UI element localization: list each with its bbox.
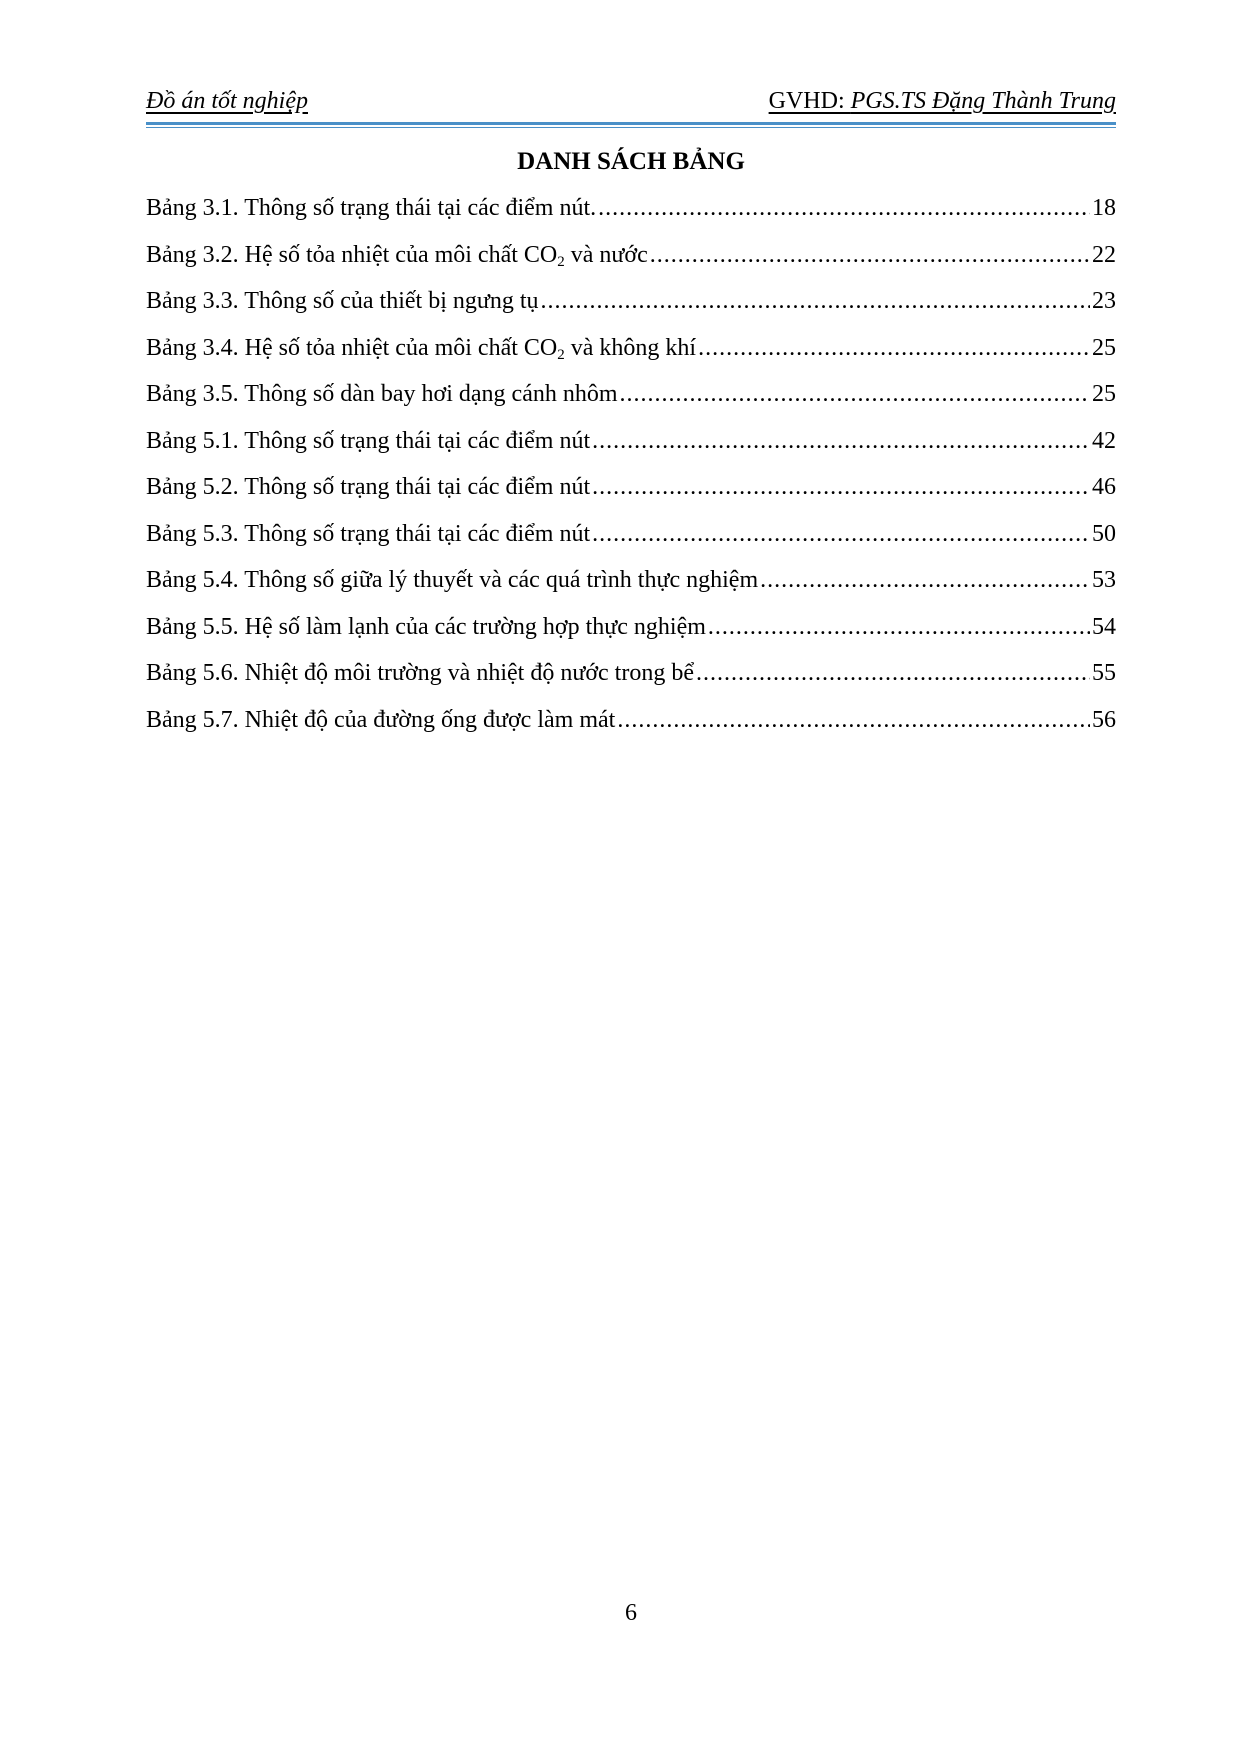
toc-entry-label: Bảng 5.3. Thông số trạng thái tại các điểm nút (146, 520, 591, 547)
toc-leader-dots (592, 471, 1090, 503)
toc-entry-subscript: 2 (557, 253, 565, 270)
toc-entry-page: 56 (1092, 706, 1116, 733)
header-supervisor-label: GVHD: (768, 88, 851, 114)
page-title: DANH SÁCH BẢNG (517, 148, 745, 175)
toc-entry-page: 25 (1092, 334, 1116, 361)
toc-entry-label: Bảng 5.4. Thông số giữa lý thuyết và các quá trình thực nghiệm (146, 567, 759, 593)
toc-entry-label-part: và nước (564, 241, 648, 268)
toc-entry-page: 22 (1092, 241, 1116, 268)
toc-entry[interactable] (146, 518, 1116, 565)
toc-leader-dots (617, 704, 1090, 736)
toc-entry[interactable] (146, 704, 1116, 751)
toc-entry[interactable] (146, 285, 1116, 332)
toc-entry-label: Bảng 3.3. Thông số của thiết bị ngưng tụ (146, 288, 539, 314)
running-header (146, 88, 1116, 122)
header-supervisor-name: PGS.TS Đặng Thành Trung (850, 88, 1116, 114)
toc-entry-label: Bảng 5.1. Thông số trạng thái tại các điểm nút (146, 427, 591, 454)
toc-entry-page: 55 (1092, 660, 1116, 686)
toc-entry[interactable] (146, 611, 1116, 658)
table-list (146, 192, 1116, 750)
toc-entry[interactable] (146, 564, 1116, 611)
toc-leader-dots (698, 332, 1090, 364)
toc-entry-label: Bảng 5.6. Nhiệt độ môi trường và nhiệt độ nước trong bể (146, 660, 694, 686)
toc-leader-dots (598, 192, 1090, 224)
toc-entry[interactable] (146, 471, 1116, 518)
toc-leader-dots (696, 657, 1090, 689)
toc-entry-label: Bảng 5.7. Nhiệt độ của đường ống được làm mát (146, 706, 616, 733)
toc-entry-page: 54 (1092, 613, 1116, 640)
toc-entry-label: Bảng 5.5. Hệ số làm lạnh của các trường hợp thực nghiệm (146, 613, 706, 640)
toc-entry-page: 46 (1092, 474, 1116, 500)
toc-entry-label-part: và không khí (564, 334, 697, 361)
toc-entry-label: Bảng 3.5. Thông số dàn bay hơi dạng cánh nhôm (146, 381, 618, 407)
toc-entry-label-part: Bảng 3.4. Hệ số tỏa nhiệt của môi chất CO (146, 334, 558, 361)
toc-leader-dots (760, 564, 1090, 596)
toc-entry-page: 42 (1092, 427, 1116, 454)
toc-entry-label: Bảng 5.2. Thông số trạng thái tại các điểm nút (146, 474, 591, 500)
toc-entry-page: 50 (1092, 520, 1116, 547)
toc-entry-label (146, 332, 696, 371)
toc-leader-dots (592, 518, 1090, 550)
toc-entry-label-part: Bảng 3.2. Hệ số tỏa nhiệt của môi chất CO (146, 241, 558, 268)
toc-entry-page: 25 (1092, 381, 1116, 407)
header-document-type: Đồ án tốt nghiệp (146, 88, 308, 114)
header-rule-thin (146, 127, 1116, 128)
toc-entry[interactable] (146, 378, 1116, 425)
toc-entry-page: 53 (1092, 567, 1116, 593)
toc-leader-dots (650, 239, 1090, 271)
toc-entry-page: 23 (1092, 288, 1116, 314)
toc-leader-dots (541, 285, 1090, 317)
page-number: 6 (625, 1600, 637, 1626)
toc-leader-dots (620, 378, 1090, 410)
toc-entry[interactable] (146, 192, 1116, 239)
toc-entry-label (146, 239, 648, 278)
toc-entry-label: Bảng 3.1. Thông số trạng thái tại các điểm nút. (146, 195, 597, 221)
toc-entry[interactable] (146, 657, 1116, 704)
toc-entry[interactable] (146, 239, 1116, 286)
toc-entry-page: 18 (1092, 195, 1116, 221)
header-rule (146, 122, 1116, 125)
header-supervisor (769, 88, 1116, 115)
toc-entry[interactable] (146, 425, 1116, 472)
toc-leader-dots (592, 425, 1090, 457)
toc-entry[interactable] (146, 332, 1116, 379)
toc-leader-dots (708, 611, 1090, 643)
toc-entry-subscript: 2 (557, 346, 565, 363)
